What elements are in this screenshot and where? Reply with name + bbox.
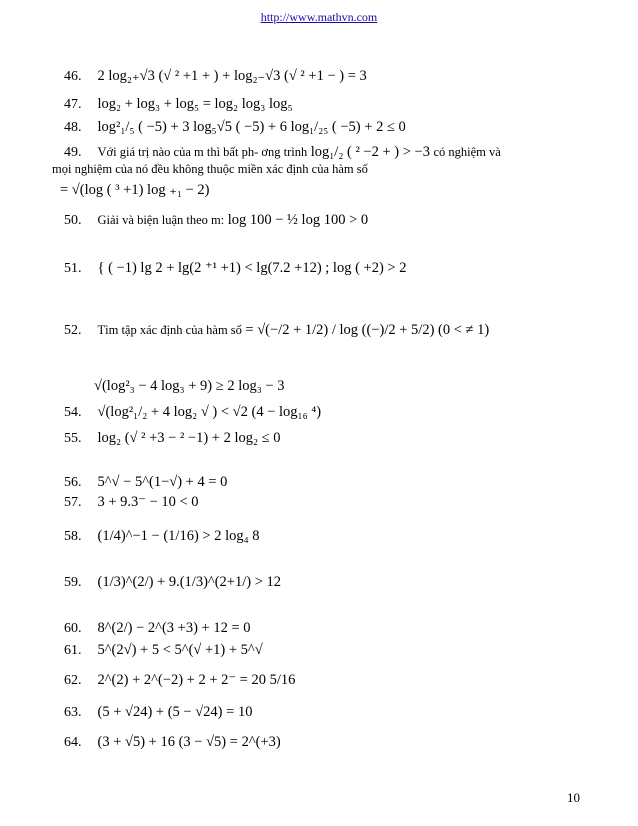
problem-math: = √(log ( ³ +1) log ₊₁ − 2): [60, 182, 210, 198]
problem-58: [64, 528, 260, 545]
page-number: 10: [567, 790, 580, 805]
problem-56: [64, 474, 227, 491]
problem-55: [64, 430, 281, 447]
problem-number: 64.: [64, 735, 82, 750]
problem-math: 2^(2) + 2^(−2) + 2 + 2⁻ = 20 5/16: [97, 672, 296, 688]
problem-number: 46.: [64, 69, 82, 84]
problem-math: (1/4)^−1 − (1/16) > 2 log₄ 8: [97, 528, 260, 544]
problem-54: [64, 404, 321, 421]
problem-47: [64, 96, 293, 113]
problem-number: 61.: [64, 643, 82, 658]
problem-48: [64, 119, 406, 136]
problem-math: { ( −1) lg 2 + lg(2 ⁺¹ +1) < lg(7.2 +12) ; log ( +2) > 2: [97, 260, 407, 276]
header-url[interactable]: http://www.mathvn.com: [260, 10, 378, 24]
problem-text: Tìm tập xác định của hàm số: [97, 323, 242, 337]
problem-53: [94, 378, 284, 395]
problem-49: [64, 144, 501, 161]
problem-number: 52.: [64, 323, 82, 338]
problem-number: 48.: [64, 120, 82, 135]
problem-text-continued: có nghiệm và: [433, 145, 501, 159]
problem-50: [64, 212, 368, 229]
problem-52: [64, 322, 489, 339]
problem-63: [64, 704, 252, 721]
problem-number: 58.: [64, 529, 82, 544]
problem-46: [64, 68, 367, 85]
problem-math: (1/3)^(2/) + 9.(1/3)^(2+1/) > 12: [97, 574, 282, 590]
problem-math: √(log²₁/₂ + 4 log₂ √ ) < √2 (4 − log₁₆ ⁴): [97, 404, 322, 420]
problem-59: [64, 574, 281, 591]
problem-number: 51.: [64, 261, 82, 276]
problem-number: 54.: [64, 405, 82, 420]
problem-number: 59.: [64, 575, 82, 590]
problem-math: 8^(2/) − 2^(3 +3) + 12 = 0: [97, 620, 251, 636]
problem-number: 56.: [64, 475, 82, 490]
problem-number: 63.: [64, 705, 82, 720]
problem-number: 57.: [64, 495, 82, 510]
problem-math: log²₁/₅ ( −5) + 3 log₅√5 ( −5) + 6 log₁/₂₅ ( −5) + 2 ≤ 0: [97, 119, 406, 135]
problem-62: [64, 672, 295, 689]
problem-math: 3 + 9.3⁻ − 10 < 0: [97, 494, 199, 510]
problem-number: 47.: [64, 97, 82, 112]
problem-math: 5^√ − 5^(1−√) + 4 = 0: [97, 474, 228, 490]
problem-49-function: [60, 182, 209, 199]
problem-math: √(log²₃ − 4 log₃ + 9) ≥ 2 log₃ − 3: [94, 378, 285, 394]
problem-49-line2: [52, 162, 368, 178]
problem-math: log 100 − ½ log 100 > 0: [227, 212, 369, 228]
problem-math: = √(−/2 + 1/2) / log ((−)/2 + 5/2) (0 < ≠ 1): [245, 322, 490, 338]
problem-math: 5^(2√) + 5 < 5^(√ +1) + 5^√: [97, 642, 263, 658]
problem-61: [64, 642, 263, 659]
problem-math: log₂ + log₃ + log₅ = log₂ log₃ log₅: [97, 96, 293, 112]
problem-51: [64, 260, 406, 277]
problem-57: [64, 494, 199, 511]
problem-64: [64, 734, 281, 751]
problem-number: 55.: [64, 431, 82, 446]
problem-number: 60.: [64, 621, 82, 636]
problem-number: 62.: [64, 673, 82, 688]
problem-number: 50.: [64, 213, 82, 228]
problem-math: (3 + √5) + 16 (3 − √5) = 2^(+3): [97, 734, 281, 750]
problem-number: 49.: [64, 145, 82, 160]
problem-60: [64, 620, 251, 637]
problem-text: mọi nghiệm của nó đều không thuộc miền xác định của hàm số: [52, 162, 368, 176]
problem-math: 2 log₂₊√3 (√ ² +1 + ) + log₂₋√3 (√ ² +1 − ) = 3: [97, 68, 367, 84]
problem-math: log₂ (√ ² +3 − ² −1) + 2 log₂ ≤ 0: [97, 430, 281, 446]
problem-math: (5 + √24) + (5 − √24) = 10: [97, 704, 253, 720]
problem-text: Với giá trị nào của m thì bất ph- ơng trình: [97, 145, 308, 159]
problem-text: Giải và biện luận theo m:: [97, 213, 225, 227]
problem-math: log₁/₂ ( ² −2 + ) > −3: [310, 144, 430, 160]
